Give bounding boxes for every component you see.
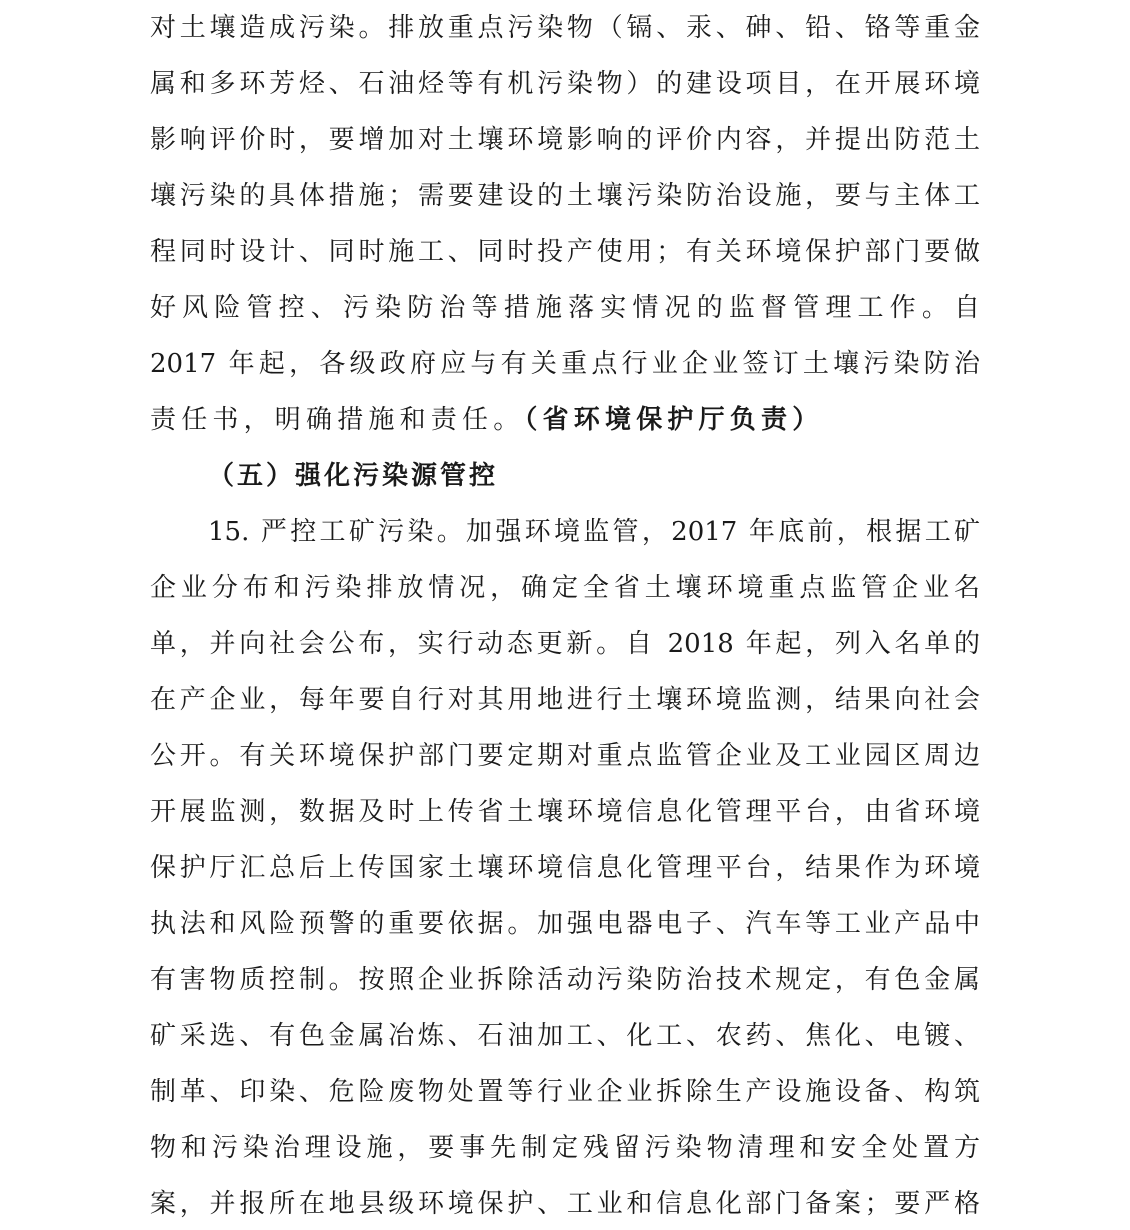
text-line: 案，并报所在地县级环境保护、工业和信息化部门备案；要严格 bbox=[150, 1189, 980, 1219]
text-line: 矿采选、有色金属冶炼、石油加工、化工、农药、焦化、电镀、 bbox=[150, 1021, 980, 1051]
document-page bbox=[150, 0, 980, 1230]
text-line: 对土壤造成污染。排放重点污染物（镉、汞、砷、铅、铬等重金 bbox=[150, 13, 980, 43]
section-heading: （五）强化污染源管控 bbox=[208, 461, 499, 491]
text-line: 企业分布和污染排放情况，确定全省土壤环境重点监管企业名 bbox=[150, 573, 980, 603]
text-line: 单，并向社会公布，实行动态更新。自 2018 年起，列入名单的 bbox=[150, 629, 980, 659]
text-line: 好风险管控、污染防治等措施落实情况的监督管理工作。自 bbox=[150, 293, 980, 323]
text-line: 有害物质控制。按照企业拆除活动污染防治技术规定，有色金属 bbox=[150, 965, 980, 995]
text-line: 公开。有关环境保护部门要定期对重点监管企业及工业园区周边 bbox=[150, 741, 980, 771]
text-line: 开展监测，数据及时上传省土壤环境信息化管理平台，由省环境 bbox=[150, 797, 980, 827]
text-line: 壤污染的具体措施；需要建设的土壤污染防治设施，要与主体工 bbox=[150, 181, 980, 211]
paragraph-tail: 责任书，明确措施和责任。 bbox=[150, 405, 525, 435]
text-line: 2017 年起，各级政府应与有关重点行业企业签订土壤污染防治 bbox=[150, 349, 980, 379]
text-line: 在产企业，每年要自行对其用地进行土壤环境监测，结果向社会 bbox=[150, 685, 980, 715]
text-line: 属和多环芳烃、石油烃等有机污染物）的建设项目，在开展环境 bbox=[150, 69, 980, 99]
text-line: 执法和风险预警的重要依据。加强电器电子、汽车等工业产品中 bbox=[150, 909, 980, 939]
text-line: 影响评价时，要增加对土壤环境影响的评价内容，并提出防范土 bbox=[150, 125, 980, 155]
text-line: 15. 严控工矿污染。加强环境监管，2017 年底前，根据工矿 bbox=[208, 517, 980, 547]
responsible-agency-note: （省环境保护厅负责） bbox=[524, 405, 824, 435]
text-line: 程同时设计、同时施工、同时投产使用；有关环境保护部门要做 bbox=[150, 237, 980, 267]
text-line: 制革、印染、危险废物处置等行业企业拆除生产设施设备、构筑 bbox=[150, 1077, 980, 1107]
text-line-last bbox=[150, 400, 980, 440]
text-line: 物和污染治理设施，要事先制定残留污染物清理和安全处置方 bbox=[150, 1133, 980, 1163]
text-line: 保护厅汇总后上传国家土壤环境信息化管理平台，结果作为环境 bbox=[150, 853, 980, 883]
